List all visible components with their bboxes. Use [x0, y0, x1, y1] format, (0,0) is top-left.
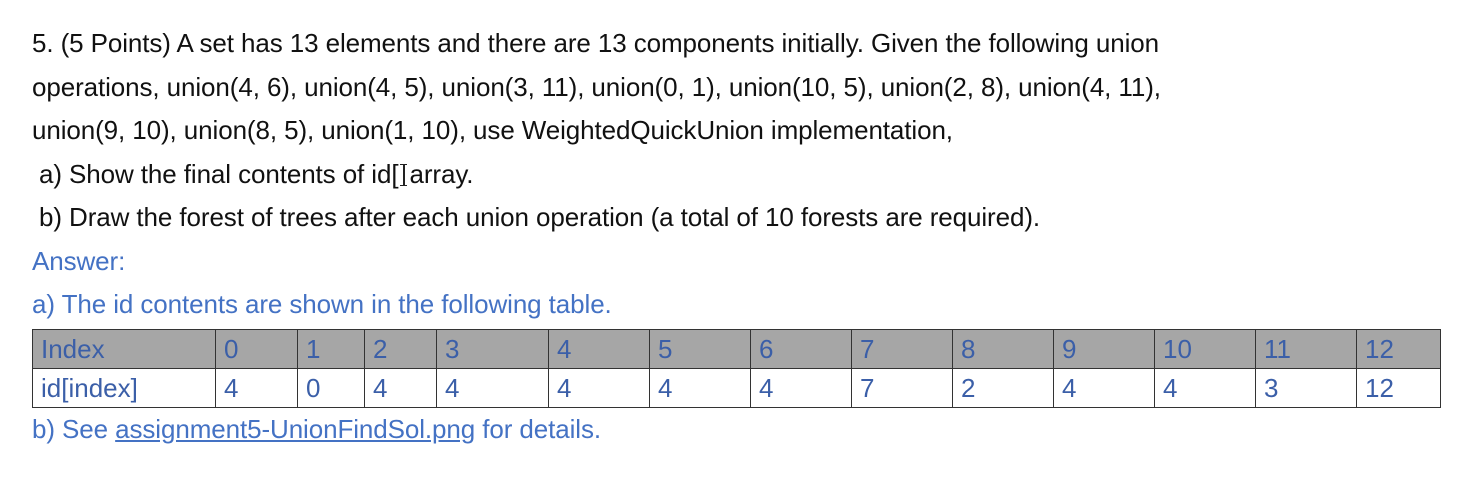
answer-heading: Answer: — [32, 245, 126, 276]
id-cell: 3 — [1256, 368, 1357, 407]
document-page — [32, 22, 1452, 451]
index-cell: 11 — [1256, 329, 1357, 368]
index-cell: 10 — [1155, 329, 1256, 368]
id-cell: 4 — [1054, 368, 1155, 407]
id-cell: 4 — [1155, 368, 1256, 407]
index-cell: 4 — [549, 329, 650, 368]
part-b-prefix: b) See — [32, 413, 116, 444]
id-cell: 12 — [1357, 368, 1441, 407]
id-cell: 4 — [549, 368, 650, 407]
id-cell: 2 — [953, 368, 1054, 407]
part-a-text-end: array. — [409, 158, 474, 189]
question-part-a — [32, 153, 1452, 197]
id-cell: 4 — [216, 368, 298, 407]
id-cell: 4 — [365, 368, 437, 407]
id-cell: 4 — [437, 368, 549, 407]
index-row — [33, 329, 1441, 368]
question-part-b: b) Draw the forest of trees after each union operation (a total of 10 forests are required). — [39, 202, 1041, 232]
solution-file-link[interactable]: assignment5-UnionFindSol.png — [115, 413, 476, 444]
index-cell: 5 — [650, 329, 751, 368]
index-cell: 1 — [298, 329, 365, 368]
index-cell: 7 — [852, 329, 953, 368]
row-label-index: Index — [33, 329, 216, 368]
question-line-3: union(9, 10), union(8, 5), union(1, 10), use WeightedQuickUnion implementation, — [32, 115, 953, 145]
id-cell: 0 — [298, 368, 365, 407]
index-cell: 2 — [365, 329, 437, 368]
id-cell: 7 — [852, 368, 953, 407]
answer-part-b — [32, 408, 1452, 452]
index-cell: 6 — [751, 329, 852, 368]
index-cell: 9 — [1054, 329, 1155, 368]
index-cell: 12 — [1357, 329, 1441, 368]
question-line-2: operations, union(4, 6), union(4, 5), union(3, 11), union(0, 1), union(10, 5), union(2, 8), union(4, 11), — [32, 71, 1161, 102]
question-line-1: 5. (5 Points) A set has 13 elements and there are 13 components initially. Given the following union — [32, 28, 1159, 58]
id-contents-table — [32, 329, 1441, 408]
part-b-suffix: for details. — [475, 413, 601, 444]
id-cell: 4 — [751, 368, 852, 407]
answer-part-a: a) The id contents are shown in the following table. — [32, 289, 612, 319]
row-label-id: id[index] — [33, 368, 216, 407]
index-cell: 3 — [437, 329, 549, 368]
text-cursor-icon — [399, 162, 408, 188]
id-row — [33, 368, 1441, 407]
id-cell: 4 — [650, 368, 751, 407]
index-cell: 8 — [953, 329, 1054, 368]
index-cell: 0 — [216, 329, 298, 368]
part-a-text: a) Show the final contents of id[ — [39, 158, 399, 189]
